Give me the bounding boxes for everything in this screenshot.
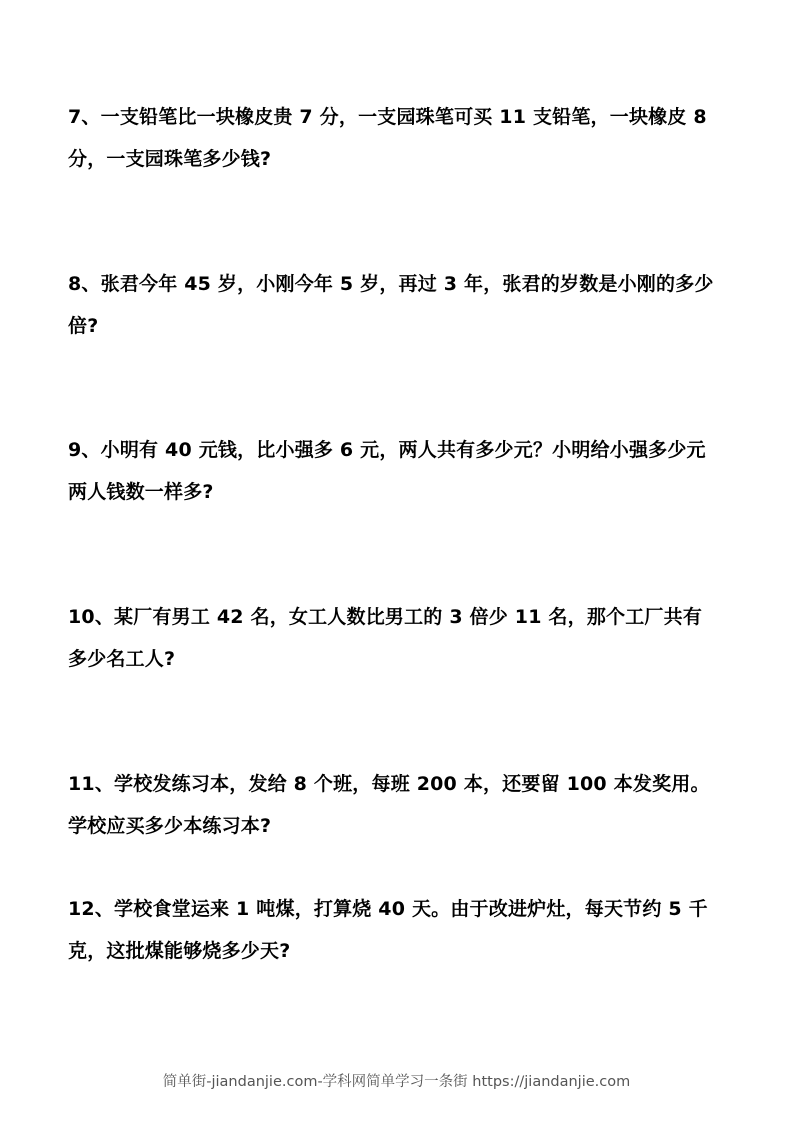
question-9: 9、小明有 40 元钱，比小强多 6 元，两人共有多少元？小明给小强多少元两人钱数一样多? [68, 439, 706, 503]
question-11: 11、学校发练习本，发给 8 个班，每班 200 本，还要留 100 本发奖用。学校应买多少本练习本? [68, 773, 710, 837]
question-7: 7、一支铅笔比一块橡皮贵 7 分，一支园珠笔可买 11 支铅笔，一块橡皮 8 分，一支园珠笔多少钱? [68, 106, 707, 170]
footer-watermark: 简单街-jiandanjie.com-学科网简单学习一条街 https://jiandanjie.com [162, 1074, 631, 1090]
question-8: 8、张君今年 45 岁，小刚今年 5 岁，再过 3 年，张君的岁数是小刚的多少倍? [68, 273, 714, 337]
question-10: 10、某厂有男工 42 名，女工人数比男工的 3 倍少 11 名，那个工厂共有多少名工人? [68, 606, 703, 670]
question-12: 12、学校食堂运来 1 吨煤，打算烧 40 天。由于改进炉灶，每天节约 5 千克，这批煤能够烧多少天? [68, 898, 708, 962]
